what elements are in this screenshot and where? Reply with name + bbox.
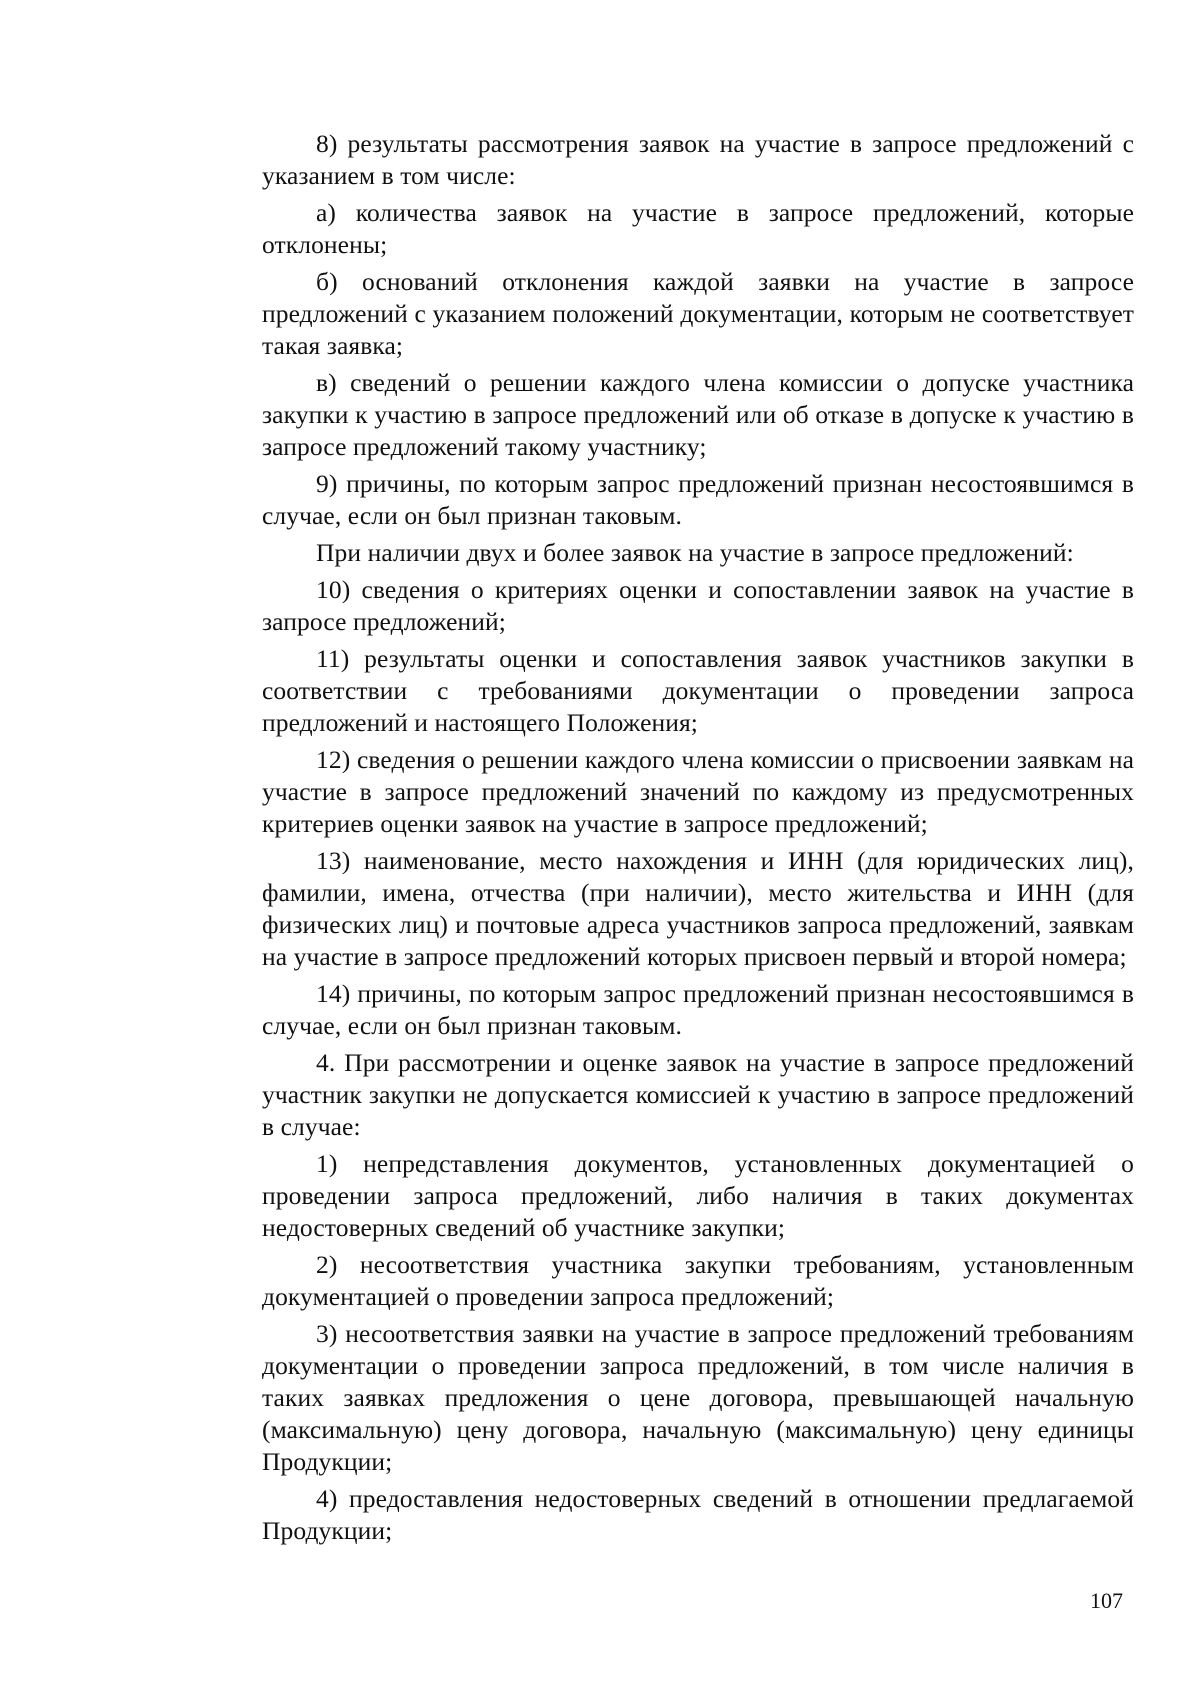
paragraph-item-12: 12) сведения о решении каждого члена комиссии о присвоении заявкам на участие в запросе предложений значений по каждому из предусмотренных критериев оценки заявок на участие в запросе предложений;	[262, 745, 1134, 838]
paragraph-subitem-v: в) сведений о решении каждого члена комиссии о допуске участника закупки к участию в запросе предложений или об отказе в допуске к участию в запросе предложений такому участнику;	[262, 368, 1134, 461]
paragraph-reason-3: 3) несоответствия заявки на участие в запросе предложений требованиям документации о проведении запроса предложений, в том числе наличия в таких заявках предложения о цене договора, превышающей начальную (максимальную) цену договора, начальную (максимальную) цену единицы Продукции;	[262, 1319, 1134, 1476]
document-body	[262, 128, 1134, 1552]
paragraph-item-11: 11) результаты оценки и сопоставления заявок участников закупки в соответствии с требованиями документации о проведении запроса предложений и настоящего Положения;	[262, 644, 1134, 737]
paragraph-section-4: 4. При рассмотрении и оценке заявок на участие в запросе предложений участник закупки не допускается комиссией к участию в запросе предложений в случае:	[262, 1048, 1134, 1141]
paragraph-item-13: 13) наименование, место нахождения и ИНН (для юридических лиц), фамилии, имена, отчества (при наличии), место жительства и ИНН (для физических лиц) и почтовые адреса участников запроса предложений, заявкам на участие в запросе предложений которых присвоен первый и второй номера;	[262, 846, 1134, 971]
paragraph-item-10: 10) сведения о критериях оценки и сопоставлении заявок на участие в запросе предложений;	[262, 575, 1134, 636]
paragraph-subitem-a: а) количества заявок на участие в запросе предложений, которые отклонены;	[262, 198, 1134, 259]
paragraph-item-9: 9) причины, по которым запрос предложений признан несостоявшимся в случае, если он был признан таковым.	[262, 469, 1134, 530]
paragraph-reason-1: 1) непредставления документов, установленных документацией о проведении запроса предложений, либо наличия в таких документах недостоверных сведений об участнике закупки;	[262, 1149, 1134, 1242]
paragraph-reason-4: 4) предоставления недостоверных сведений в отношении предлагаемой Продукции;	[262, 1484, 1134, 1545]
page-number: 107	[1090, 1588, 1123, 1613]
paragraph-item-8: 8) результаты рассмотрения заявок на участие в запросе предложений с указанием в том числе:	[262, 129, 1134, 190]
paragraph-reason-2: 2) несоответствия участника закупки требованиям, установленным документацией о проведении запроса предложений;	[262, 1250, 1134, 1311]
paragraph-two-or-more-bids: При наличии двух и более заявок на участие в запросе предложений:	[316, 538, 1074, 567]
paragraph-subitem-b: б) оснований отклонения каждой заявки на участие в запросе предложений с указанием положений документации, которым не соответствует такая заявка;	[262, 267, 1134, 360]
paragraph-item-14: 14) причины, по которым запрос предложений признан несостоявшимся в случае, если он был признан таковым.	[262, 979, 1134, 1040]
